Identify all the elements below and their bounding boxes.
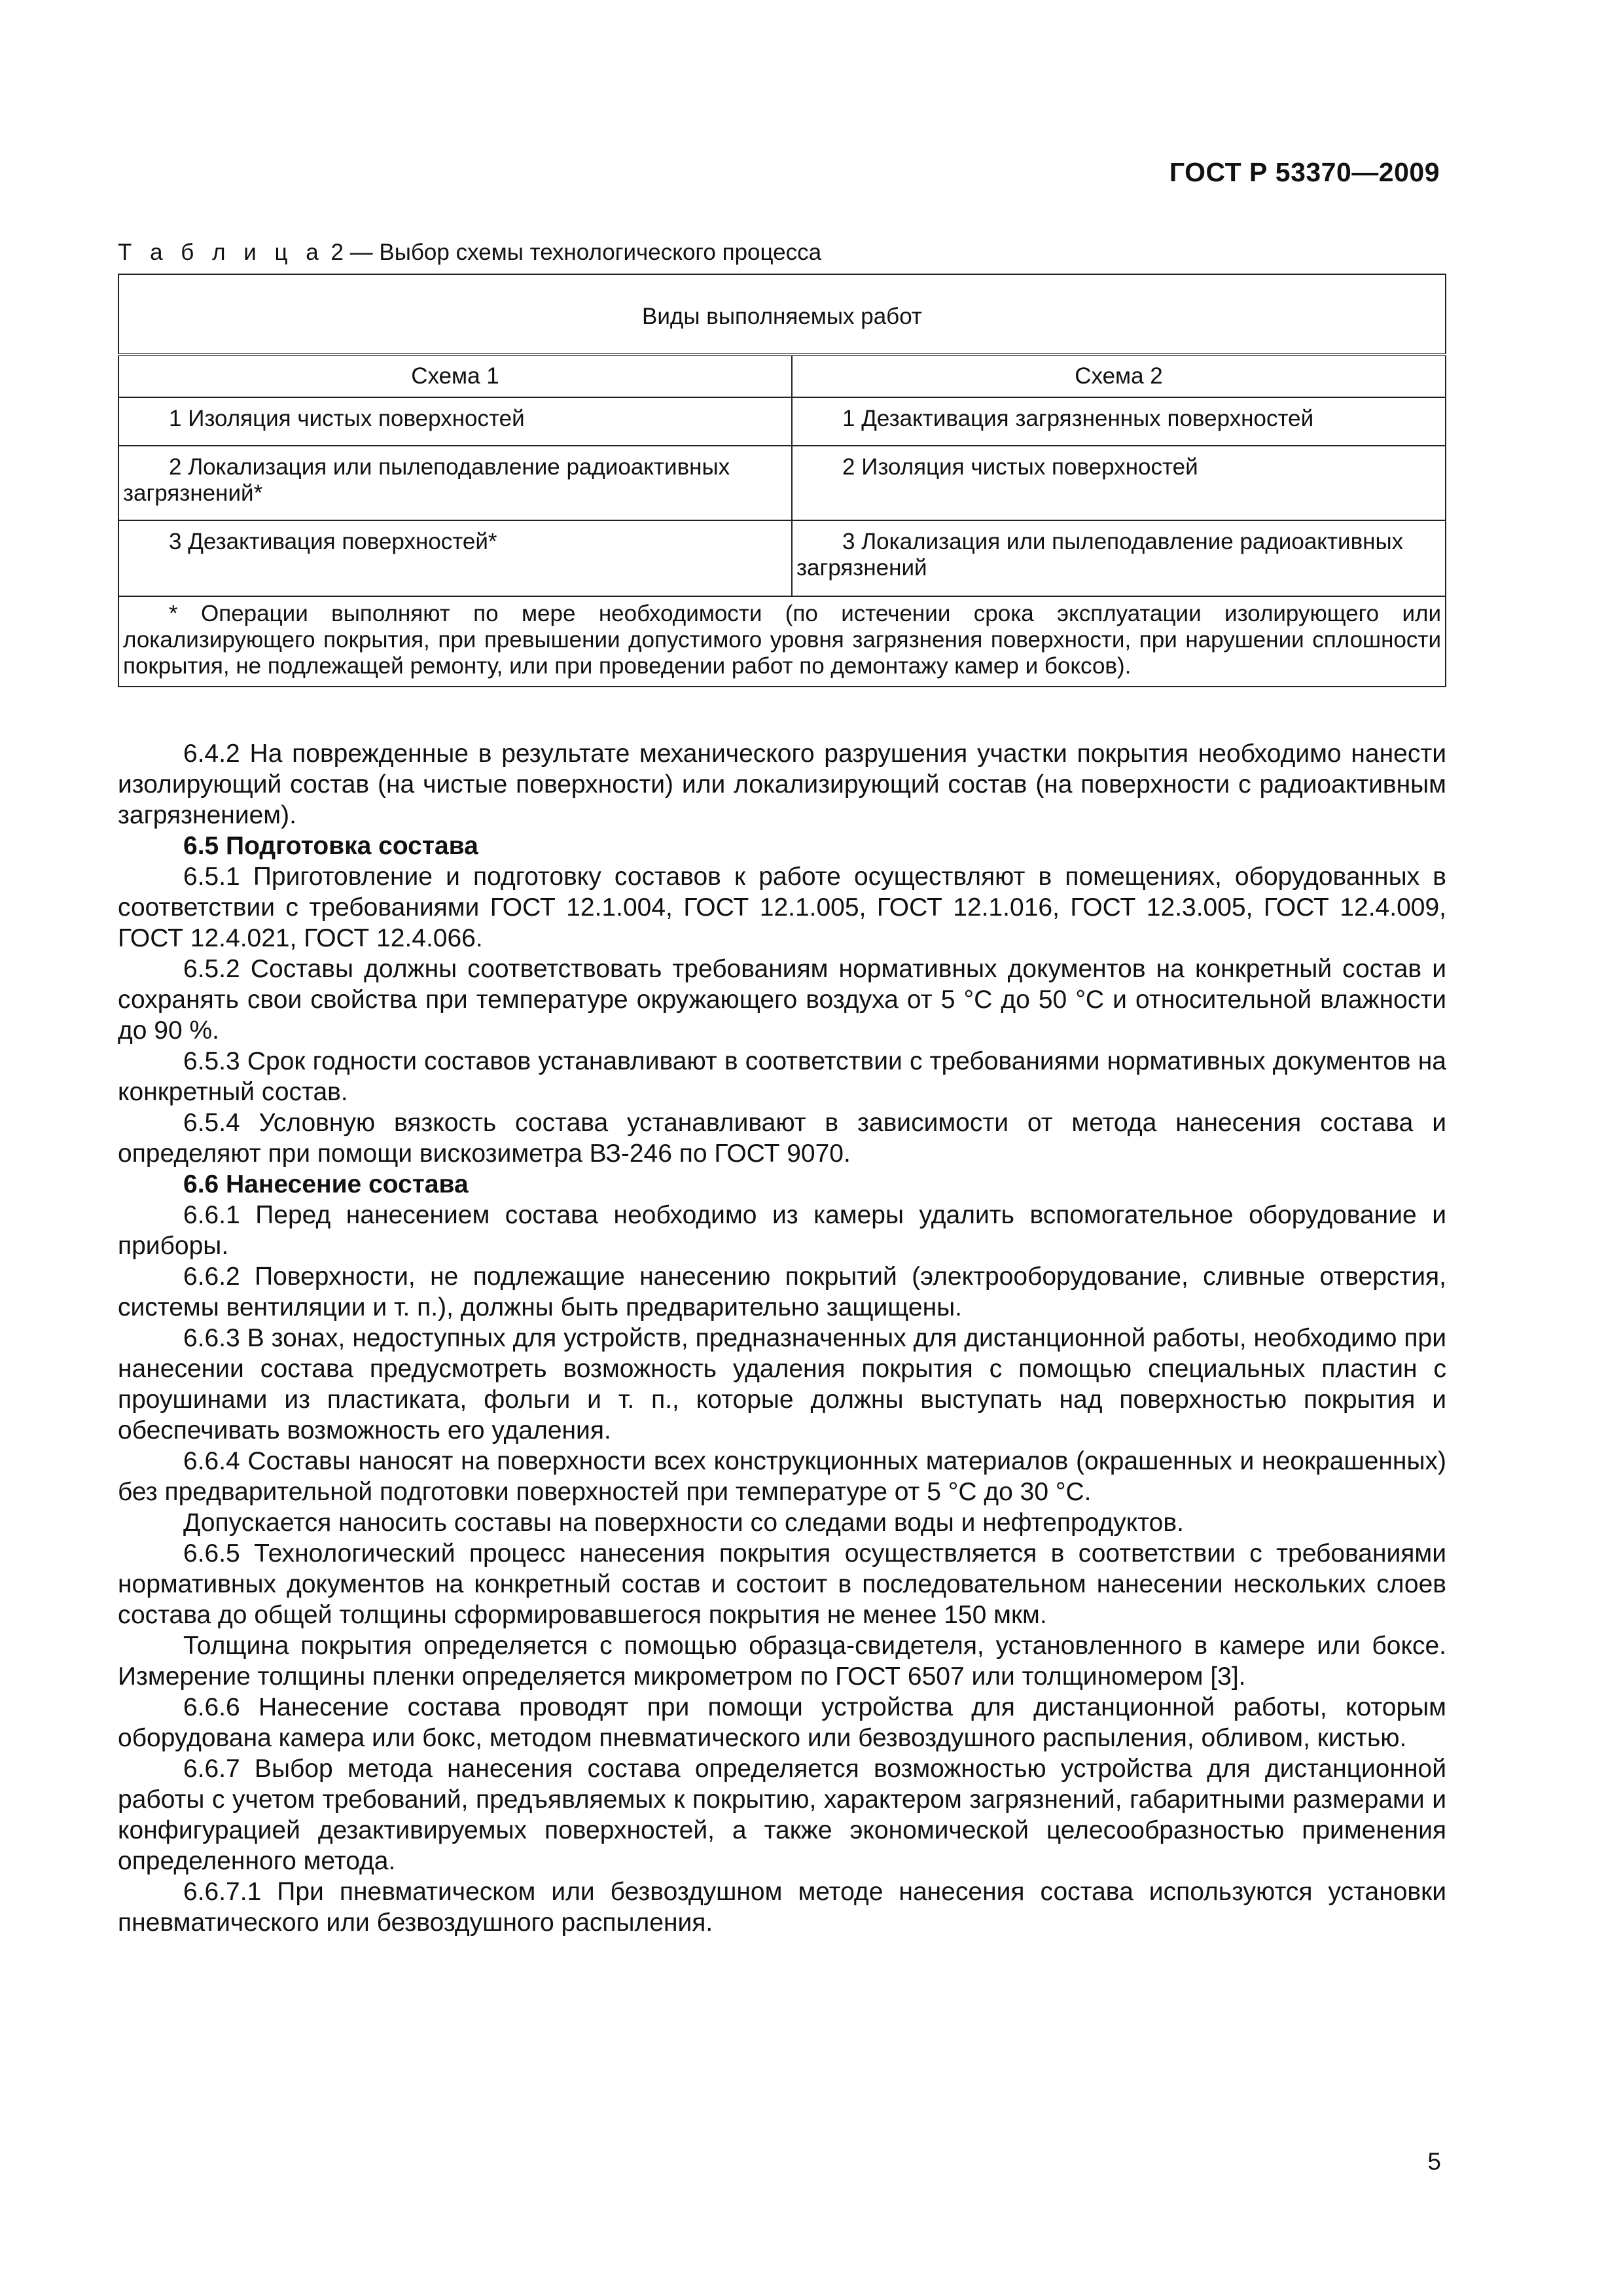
table-cell: 2 Изоляция чистых поверхностей [792, 446, 1446, 520]
paragraph-6-6-5-note: Толщина покрытия определяется с помощью образца-свидетеля, установленного в камере или боксе. Измерение толщины пленки определяется микрометром по ГОСТ 6507 или толщиномером [3]. [118, 1632, 1446, 1691]
table-cell: 3 Дезактивация поверхностей* [118, 520, 792, 596]
table-caption-text: 2 — Выбор схемы технологического процесса [330, 240, 822, 265]
paragraph-6-6-4-note: Допускается наносить составы на поверхности со следами воды и нефтепродуктов. [183, 1509, 1184, 1537]
paragraph-6-6-3: 6.6.3 В зонах, недоступных для устройств, предназначенных для дистанционной работы, необходимо при нанесении состава предусмотреть возможность удаления покрытия с помощью специальных пластин с проушинами из пластиката, фольги и т. п., которые должны выступать над поверхностью покрытия и обеспечивать возможность его удаления. [118, 1324, 1446, 1444]
paragraph-6-6-5: 6.6.5 Технологический процесс нанесения покрытия осуществляется в соответствии с требованиями нормативных документов на конкретный состав и состоит в последовательном нанесении нескольких слоев состава до общей толщины сформировавшегося покрытия не менее 150 мкм. [118, 1539, 1446, 1629]
table-row [118, 520, 1446, 596]
table-cell: 1 Изоляция чистых поверхностей [118, 397, 792, 446]
paragraph-6-6-7-1: 6.6.7.1 При пневматическом или безвоздушном методе нанесения состава используются установки пневматического или безвоздушного распыления. [118, 1878, 1446, 1937]
paragraph-6-6-4: 6.6.4 Составы наносят на поверхности всех конструкционных материалов (окрашенных и неокрашенных) без предварительной подготовки поверхностей при температуре от 5 °С до 30 °С. [118, 1447, 1446, 1506]
table-row [118, 446, 1446, 520]
table-cell: 3 Локализация или пылеподавление радиоактивных загрязнений [792, 520, 1446, 596]
page-number: 5 [1427, 2148, 1441, 2175]
table-caption [118, 240, 821, 266]
paragraph-6-5-4: 6.5.4 Условную вязкость состава устанавливают в зависимости от метода нанесения состава и определяют при помощи вискозиметра ВЗ-246 по ГОСТ 9070. [118, 1109, 1446, 1168]
section-heading-6-5: 6.5 Подготовка состава [183, 832, 478, 860]
process-scheme-table [118, 274, 1446, 687]
table-head: Виды выполняемых работ [118, 274, 1446, 355]
paragraph-6-6-7: 6.6.7 Выбор метода нанесения состава определяется возможностью устройства для дистанционной работы с учетом требований, предъявляемых к покрытию, характером загрязнений, габаритными размерами и конфигурацией дезактивируемых поверхностей, а также экономической целесообразностью применения определенного метода. [118, 1755, 1446, 1875]
column-header-scheme-1: Схема 1 [118, 355, 792, 397]
paragraph-6-6-2: 6.6.2 Поверхности, не подлежащие нанесению покрытий (электрооборудование, сливные отверстия, системы вентиляции и т. п.), должны быть предварительно защищены. [118, 1263, 1446, 1321]
table-cell: 2 Локализация или пылеподавление радиоактивных загрязнений* [118, 446, 792, 520]
table-cell: 1 Дезактивация загрязненных поверхностей [792, 397, 1446, 446]
paragraph-6-5-2: 6.5.2 Составы должны соответствовать требованиям нормативных документов на конкретный состав и сохранять свои свойства при температуре окружающего воздуха от 5 °С до 50 °С и относительной влажности до 90 %. [118, 955, 1446, 1045]
document-id: ГОСТ Р 53370—2009 [1169, 157, 1440, 187]
paragraph-6-6-1: 6.6.1 Перед нанесением состава необходимо из камеры удалить вспомогательное оборудование и приборы. [118, 1201, 1446, 1260]
table-footnote: * Операции выполняют по мере необходимости (по истечении срока эксплуатации изолирующего или локализирующего покрытия, при превышении допустимого уровня загрязнения поверхности, при нарушении сплошности покрытия, не подлежащей ремонту, или при проведении работ по демонтажу камер и боксов). [118, 596, 1446, 687]
document-body [118, 738, 1446, 1938]
paragraph-6-5-1: 6.5.1 Приготовление и подготовку составов к работе осуществляют в помещениях, оборудованных в соответствии с требованиями ГОСТ 12.1.004, ГОСТ 12.1.005, ГОСТ 12.1.016, ГОСТ 12.3.005, ГОСТ 12.4.009, ГОСТ 12.4.021, ГОСТ 12.4.066. [118, 863, 1446, 952]
table-caption-word: Т а б л и ц а [118, 240, 325, 265]
table-row [118, 397, 1446, 446]
column-header-scheme-2: Схема 2 [792, 355, 1446, 397]
paragraph-6-5-3: 6.5.3 Срок годности составов устанавливают в соответствии с требованиями нормативных документов на конкретный состав. [118, 1047, 1446, 1106]
paragraph-6-6-6: 6.6.6 Нанесение состава проводят при помощи устройства для дистанционной работы, которым оборудована камера или бокс, методом пневматического или безвоздушного распыления, обливом, кистью. [118, 1693, 1446, 1752]
section-heading-6-6: 6.6 Нанесение состава [183, 1170, 469, 1198]
paragraph-6-4-2: 6.4.2 На поврежденные в результате механического разрушения участки покрытия необходимо нанести изолирующий состав (на чистые поверхности) или локализирующий состав (на поверхности с радиоактивным загрязнением). [118, 740, 1446, 829]
